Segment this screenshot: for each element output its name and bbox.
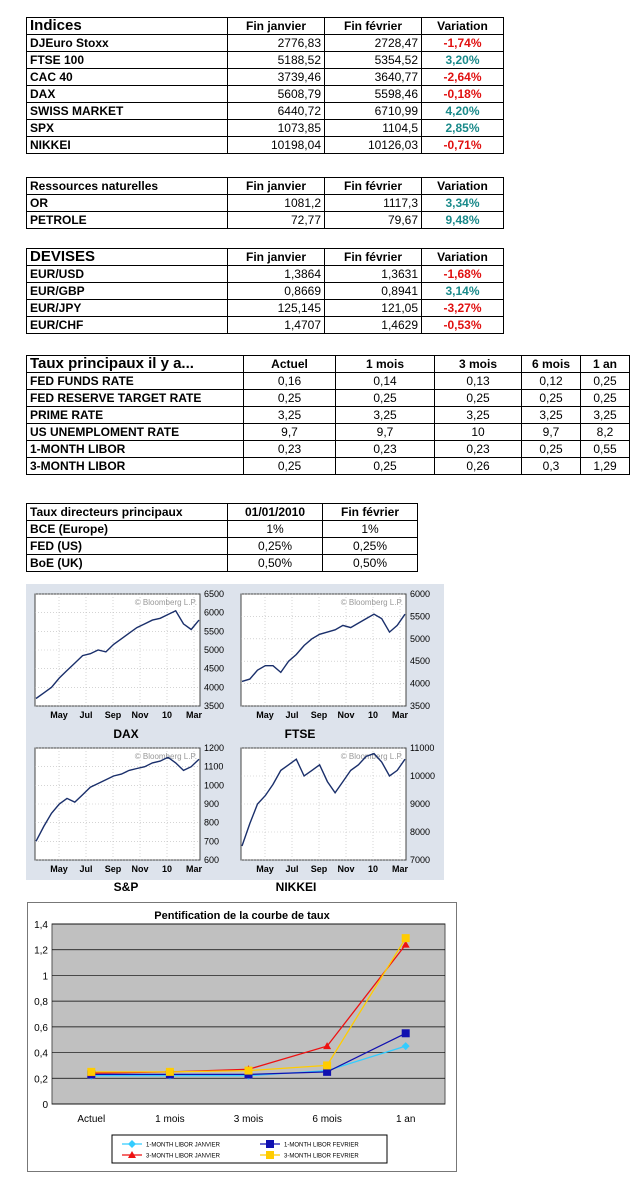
indices-header-row (27, 18, 504, 35)
mini-x-tick-label: May (50, 864, 68, 874)
mini-y-tick-label: 3500 (204, 701, 225, 711)
mini-y-tick-label: 6000 (410, 589, 431, 599)
mini-plot-area (241, 594, 406, 706)
mini-x-tick-label: 10 (367, 864, 379, 874)
data-point (166, 1068, 174, 1076)
row-label: US UNEMPLOMENT RATE (27, 424, 244, 441)
mini-y-tick-label: 900 (204, 799, 220, 809)
rate-value: 0,25 (336, 390, 435, 407)
y-tick-label: 0,8 (34, 997, 48, 1009)
rate-value: 0,13 (435, 373, 522, 390)
x-tick-label: 3 mois (233, 1114, 264, 1125)
rate-value: 0,25 (244, 458, 336, 475)
rate-value: 0,26 (435, 458, 522, 475)
x-tick-label: 1 an (395, 1114, 416, 1125)
mini-x-tick-label: Nov (131, 864, 149, 874)
value-fin-janvier: 125,145 (228, 300, 325, 317)
rate-value: 0,23 (435, 441, 522, 458)
value-fin-fevrier: 2728,47 (325, 35, 422, 52)
sp-title: S&P (113, 880, 139, 894)
rate-value: 10 (435, 424, 522, 441)
taux-row (27, 424, 630, 441)
devises-row (27, 317, 504, 334)
value-fin-janvier: 10198,04 (228, 137, 325, 154)
mini-x-tick-label: Jul (79, 710, 93, 720)
value-variation: 4,20% (422, 103, 504, 120)
row-label: PETROLE (27, 212, 228, 229)
taux-row (27, 373, 630, 390)
y-tick-label: 0,2 (34, 1074, 48, 1086)
x-tick-label: 6 mois (312, 1114, 342, 1125)
rate-value: 3,25 (244, 407, 336, 424)
value-variation: -0,53% (422, 317, 504, 334)
taux-header-row (27, 356, 630, 373)
rate-value: 0,50% (228, 555, 323, 572)
value-fin-fevrier: 1,4629 (325, 317, 422, 334)
legend-label: 1-MONTH LIBOR FEVRIER (284, 1142, 359, 1149)
value-variation: -3,27% (422, 300, 504, 317)
col-actuel: Actuel (244, 356, 336, 373)
bloomberg-watermark: © Bloomberg L.P. (340, 752, 403, 761)
taux-row (27, 390, 630, 407)
mini-y-tick-label: 9000 (410, 799, 431, 809)
col-fin-fevrier: Fin février (325, 18, 422, 35)
rate-value: 0,25 (581, 390, 630, 407)
indices-table (26, 17, 504, 154)
value-fin-janvier: 5188,52 (228, 52, 325, 69)
mini-x-tick-label: Nov (337, 864, 355, 874)
mini-y-tick-label: 11000 (410, 743, 435, 753)
col-fin-fevrier: Fin février (323, 504, 418, 521)
value-fin-fevrier: 3640,77 (325, 69, 422, 86)
indices-row (27, 120, 504, 137)
legend-marker (266, 1151, 274, 1159)
mini-y-tick-label: 8000 (410, 827, 431, 837)
bloomberg-watermark: © Bloomberg L.P. (340, 598, 403, 607)
dax-title: DAX (113, 727, 139, 741)
mini-y-tick-label: 4000 (410, 678, 431, 689)
rate-value: 0,23 (336, 441, 435, 458)
rate-value: 0,25 (435, 390, 522, 407)
rate-value: 0,25 (522, 441, 581, 458)
indices-row (27, 35, 504, 52)
directeurs-row (27, 538, 418, 555)
mini-x-tick-label: Mar (185, 864, 203, 874)
rate-value: 9,7 (244, 424, 336, 441)
col-fin-janvier: Fin janvier (228, 18, 325, 35)
value-fin-fevrier: 121,05 (325, 300, 422, 317)
row-label: CAC 40 (27, 69, 228, 86)
value-fin-janvier: 2776,83 (228, 35, 325, 52)
rate-value: 0,25 (336, 458, 435, 475)
rate-value: 3,25 (581, 407, 630, 424)
taux-title: Taux principaux il y a... (27, 356, 244, 373)
row-label: NIKKEI (27, 137, 228, 154)
y-tick-label: 1,4 (34, 920, 48, 931)
value-fin-fevrier: 1,3631 (325, 266, 422, 283)
row-label: FTSE 100 (27, 52, 228, 69)
mini-x-tick-label: 10 (161, 710, 173, 720)
mini-y-tick-label: 4000 (204, 682, 225, 693)
row-label: DJEuro Stoxx (27, 35, 228, 52)
value-fin-janvier: 72,77 (228, 212, 325, 229)
y-tick-label: 0,4 (34, 1048, 48, 1060)
y-tick-label: 0,6 (34, 1022, 48, 1034)
mini-x-tick-label: Jul (285, 864, 299, 874)
mini-y-tick-label: 1100 (204, 761, 224, 772)
row-label: PRIME RATE (27, 407, 244, 424)
value-fin-fevrier: 1104,5 (325, 120, 422, 137)
y-tick-label: 0 (42, 1100, 48, 1111)
mini-y-tick-label: 3500 (410, 701, 431, 711)
directeurs-row (27, 521, 418, 538)
mini-x-tick-label: Sep (104, 864, 122, 874)
rate-value: 0,12 (522, 373, 581, 390)
rate-value: 3,25 (522, 407, 581, 424)
mini-y-tick-label: 4500 (410, 656, 431, 667)
row-label: EUR/GBP (27, 283, 228, 300)
mini-y-tick-label: 5500 (204, 626, 225, 637)
value-fin-janvier: 5608,79 (228, 86, 325, 103)
mini-y-tick-label: 600 (204, 855, 220, 865)
mini-y-tick-label: 700 (204, 836, 220, 847)
row-label: FED FUNDS RATE (27, 373, 244, 390)
mini-x-tick-label: 10 (161, 864, 173, 874)
value-fin-fevrier: 0,8941 (325, 283, 422, 300)
row-label: EUR/USD (27, 266, 228, 283)
col-fin-janvier: Fin janvier (228, 178, 325, 195)
ftse-title: FTSE (284, 727, 316, 741)
indices-row (27, 69, 504, 86)
row-label: DAX (27, 86, 228, 103)
rate-value: 8,2 (581, 424, 630, 441)
mini-x-tick-label: May (50, 710, 68, 720)
mini-y-tick-label: 4500 (204, 663, 225, 674)
rate-value: 1,29 (581, 458, 630, 475)
rate-value: 1% (323, 521, 418, 538)
col-fin-fevrier: Fin février (325, 178, 422, 195)
row-label: SPX (27, 120, 228, 137)
rate-value: 0,55 (581, 441, 630, 458)
value-fin-fevrier: 6710,99 (325, 103, 422, 120)
devises-header-row (27, 249, 504, 266)
mini-x-tick-label: May (256, 710, 274, 720)
indices-row (27, 103, 504, 120)
value-variation: 2,85% (422, 120, 504, 137)
directeurs-row (27, 555, 418, 572)
data-point (402, 934, 410, 942)
taux-row (27, 458, 630, 475)
col-fin-fevrier: Fin février (325, 249, 422, 266)
indices-row (27, 137, 504, 154)
x-tick-label: 1 mois (155, 1114, 185, 1125)
ressources-title: Ressources naturelles (27, 178, 228, 195)
devises-table (26, 248, 504, 334)
value-fin-janvier: 0,8669 (228, 283, 325, 300)
rate-value: 0,25 (522, 390, 581, 407)
mini-x-tick-label: Sep (310, 710, 328, 720)
col-fin-janvier: Fin janvier (228, 249, 325, 266)
indices-row (27, 86, 504, 103)
col-01-01-2010: 01/01/2010 (228, 504, 323, 521)
row-label: FED (US) (27, 538, 228, 555)
value-fin-fevrier: 1117,3 (325, 195, 422, 212)
value-fin-fevrier: 5354,52 (325, 52, 422, 69)
mini-x-tick-label: May (256, 864, 274, 874)
row-label: EUR/CHF (27, 317, 228, 334)
y-tick-label: 1,2 (34, 945, 48, 957)
col-1-mois: 1 mois (336, 356, 435, 373)
col-variation: Variation (422, 249, 504, 266)
row-label: BCE (Europe) (27, 521, 228, 538)
sp-chart (30, 742, 230, 878)
data-point (323, 1061, 331, 1069)
rate-value: 1% (228, 521, 323, 538)
value-fin-fevrier: 5598,46 (325, 86, 422, 103)
bloomberg-watermark: © Bloomberg L.P. (134, 752, 197, 761)
mini-x-tick-label: Jul (79, 864, 93, 874)
mini-x-tick-label: Jul (285, 710, 299, 720)
legend-marker (266, 1140, 274, 1148)
mini-x-tick-label: Mar (391, 710, 409, 720)
value-variation: 3,20% (422, 52, 504, 69)
col-3-mois: 3 mois (435, 356, 522, 373)
value-fin-fevrier: 79,67 (325, 212, 422, 229)
rate-value: 9,7 (336, 424, 435, 441)
value-variation: 9,48% (422, 212, 504, 229)
row-label: BoE (UK) (27, 555, 228, 572)
rate-value: 0,3 (522, 458, 581, 475)
data-point (402, 1029, 410, 1037)
value-variation: -0,71% (422, 137, 504, 154)
mini-y-tick-label: 5500 (410, 611, 431, 622)
rate-value: 0,25 (244, 390, 336, 407)
mini-y-tick-label: 5000 (410, 633, 431, 644)
ftse-chart (236, 588, 436, 724)
dax-chart (30, 588, 230, 724)
directeurs-header-row (27, 504, 418, 521)
mini-y-tick-label: 6500 (204, 589, 225, 599)
devises-title: DEVISES (27, 249, 228, 266)
value-variation: 3,14% (422, 283, 504, 300)
yield-curve-chart (27, 902, 457, 1172)
value-fin-janvier: 3739,46 (228, 69, 325, 86)
nikkei-title: NIKKEI (275, 880, 317, 894)
rate-value: 0,23 (244, 441, 336, 458)
devises-row (27, 300, 504, 317)
indices-title: Indices (27, 18, 228, 35)
mini-x-tick-label: Sep (104, 710, 122, 720)
mini-y-tick-label: 800 (204, 817, 220, 828)
rate-value: 9,7 (522, 424, 581, 441)
ressources-row (27, 195, 504, 212)
bloomberg-watermark: © Bloomberg L.P. (134, 598, 197, 607)
row-label: 3-MONTH LIBOR (27, 458, 244, 475)
col-1-an: 1 an (581, 356, 630, 373)
mini-y-tick-label: 1000 (204, 780, 225, 791)
mini-x-tick-label: Nov (337, 710, 355, 720)
row-label: 1-MONTH LIBOR (27, 441, 244, 458)
devises-row (27, 283, 504, 300)
mini-y-tick-label: 6000 (204, 607, 225, 618)
value-variation: -1,68% (422, 266, 504, 283)
row-label: EUR/JPY (27, 300, 228, 317)
y-tick-label: 1 (42, 971, 48, 983)
legend-label: 3-MONTH LIBOR FEVRIER (284, 1153, 359, 1160)
value-variation: -1,74% (422, 35, 504, 52)
mini-y-tick-label: 7000 (410, 855, 431, 865)
value-fin-janvier: 1,4707 (228, 317, 325, 334)
value-fin-janvier: 1,3864 (228, 266, 325, 283)
mini-x-tick-label: Mar (391, 864, 409, 874)
x-tick-label: Actuel (77, 1114, 106, 1125)
ressources-header-row (27, 178, 504, 195)
col-variation: Variation (422, 178, 504, 195)
nikkei-chart (236, 742, 436, 878)
rate-value: 0,25 (581, 373, 630, 390)
value-variation: -2,64% (422, 69, 504, 86)
data-point (245, 1067, 253, 1075)
data-point (87, 1068, 95, 1076)
ressources-table (26, 177, 504, 229)
legend-label: 3-MONTH LIBOR JANVIER (146, 1153, 221, 1160)
value-fin-janvier: 6440,72 (228, 103, 325, 120)
taux-row (27, 441, 630, 458)
mini-x-tick-label: Sep (310, 864, 328, 874)
value-variation: -0,18% (422, 86, 504, 103)
directeurs-title: Taux directeurs principaux (27, 504, 228, 521)
rate-value: 0,50% (323, 555, 418, 572)
taux-table (26, 355, 630, 475)
devises-row (27, 266, 504, 283)
mini-y-tick-label: 5000 (204, 645, 225, 655)
mini-x-tick-label: 10 (367, 710, 379, 720)
value-fin-janvier: 1073,85 (228, 120, 325, 137)
rate-value: 0,25% (228, 538, 323, 555)
row-label: OR (27, 195, 228, 212)
mini-y-tick-label: 10000 (410, 771, 436, 781)
rate-value: 0,14 (336, 373, 435, 390)
indices-row (27, 52, 504, 69)
value-variation: 3,34% (422, 195, 504, 212)
rate-value: 3,25 (435, 407, 522, 424)
legend-label: 1-MONTH LIBOR JANVIER (146, 1142, 221, 1149)
mini-y-tick-label: 1200 (204, 743, 225, 753)
rate-value: 0,16 (244, 373, 336, 390)
rate-value: 0,25% (323, 538, 418, 555)
row-label: FED RESERVE TARGET RATE (27, 390, 244, 407)
ressources-row (27, 212, 504, 229)
mini-x-tick-label: Mar (185, 710, 203, 720)
col-variation: Variation (422, 18, 504, 35)
chart-title: Pentification de la courbe de taux (154, 910, 330, 922)
value-fin-fevrier: 10126,03 (325, 137, 422, 154)
rate-value: 3,25 (336, 407, 435, 424)
row-label: SWISS MARKET (27, 103, 228, 120)
col-6-mois: 6 mois (522, 356, 581, 373)
directeurs-table (26, 503, 418, 572)
value-fin-janvier: 1081,2 (228, 195, 325, 212)
taux-row (27, 407, 630, 424)
mini-x-tick-label: Nov (131, 710, 149, 720)
